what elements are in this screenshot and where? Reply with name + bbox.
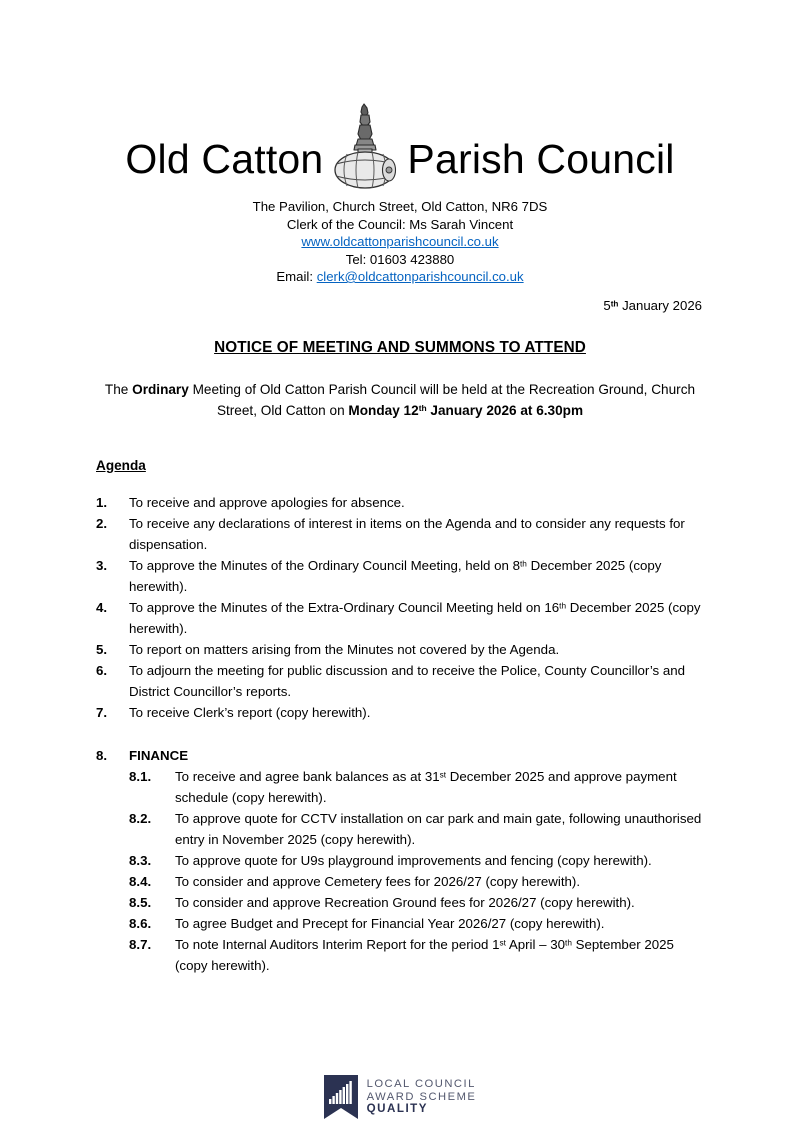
date-ordinal: th <box>610 298 619 308</box>
agenda-item-8-6 <box>129 913 704 934</box>
agenda-item-number: 4. <box>96 599 108 615</box>
agenda-item-text-cont: December 2025 (copy herewith). <box>129 557 662 594</box>
badge-line-3: QUALITY <box>366 1102 428 1116</box>
agenda-item-number: 3. <box>96 557 108 573</box>
agenda-item-number: 7. <box>96 704 108 720</box>
sub-item-ordinal: st <box>499 937 506 947</box>
badge-text <box>367 1078 477 1116</box>
finance-sub-list <box>129 766 704 976</box>
agenda-item-number: 5. <box>96 641 108 657</box>
agenda-item-text-cont: December 2025 (copy herewith). <box>129 599 701 636</box>
agenda-item-number: 8. <box>96 747 108 763</box>
sub-item-text-cont: December 2025 and approve payment schedule (copy herewith). <box>175 768 677 805</box>
sub-item-text: To receive and agree bank balances as at 31 <box>175 768 440 784</box>
agenda-heading: Agenda <box>96 457 146 473</box>
sub-item-text-cont: September 2025 (copy herewith). <box>175 936 674 973</box>
date-rest: January 2026 <box>618 297 702 313</box>
agenda-spacer <box>96 723 704 745</box>
sub-item-ordinal-2: th <box>565 937 572 947</box>
agenda-item-1 <box>96 492 704 513</box>
agenda-item-5 <box>96 639 704 660</box>
meeting-text-1: The <box>104 381 133 397</box>
email-link[interactable]: clerk@oldcattonparishcouncil.co.uk <box>316 269 524 284</box>
agenda-item-text: To receive and approve apologies for absence. <box>129 494 405 510</box>
sub-item-text: To agree Budget and Precept for Financial Year 2026/27 (copy herewith). <box>175 915 605 931</box>
meeting-datetime-ordinal: th <box>418 402 427 413</box>
sub-item-text: To approve quote for U9s playground improvements and fencing (copy herewith). <box>175 852 652 868</box>
agenda-item-8-3 <box>129 850 704 871</box>
agenda-item-8-finance <box>96 745 704 976</box>
agenda-item-ordinal: th <box>559 600 567 610</box>
notice-heading: NOTICE OF MEETING AND SUMMONS TO ATTEND <box>214 338 586 356</box>
organisation-title <box>96 96 704 188</box>
agenda-item-8-1 <box>129 766 704 808</box>
sub-item-number: 8.4. <box>129 873 152 889</box>
date-day: 5 <box>603 297 611 313</box>
agenda-item-text: To receive Clerk’s report (copy herewith). <box>129 704 371 720</box>
masthead <box>96 0 704 286</box>
email-label: Email: <box>276 269 314 284</box>
sub-item-number: 8.3. <box>129 852 152 868</box>
meeting-datetime-b: January 2026 at 6.30pm <box>426 402 584 418</box>
address-line: The Pavilion, Church Street, Old Catton, NR6 7DS <box>252 199 548 214</box>
meeting-type: Ordinary <box>132 381 189 397</box>
telephone-line: Tel: 01603 423880 <box>345 251 455 267</box>
finance-heading: FINANCE <box>129 747 189 763</box>
agenda-item-number: 6. <box>96 662 108 678</box>
document-date <box>96 298 704 313</box>
agenda-item-text: To receive any declarations of interest in items on the Agenda and to consider any requests for dispensation. <box>129 515 685 552</box>
agenda-item-6 <box>96 660 704 702</box>
sub-item-text: To note Internal Auditors Interim Report for the period 1 <box>175 936 500 952</box>
sub-item-ordinal: st <box>439 769 447 779</box>
sub-item-text: To consider and approve Recreation Ground fees for 2026/27 (copy herewith). <box>175 894 635 910</box>
meeting-text-2: Meeting of Old Catton Parish Council will be held at the Recreation Ground, Church Street, Old Catton on <box>188 381 696 418</box>
agenda-item-text: To approve the Minutes of the Ordinary Council Meeting, held on 8 <box>129 557 521 573</box>
clerk-line: Clerk of the Council: Ms Sarah Vincent <box>286 216 514 232</box>
agenda-list <box>96 492 704 976</box>
agenda-item-8-2 <box>129 808 704 850</box>
agenda-item-text: To approve the Minutes of the Extra-Ordinary Council Meeting held on 16 <box>129 599 560 615</box>
footer <box>0 1075 800 1119</box>
agenda-item-8-5 <box>129 892 704 913</box>
badge-line-1: LOCAL COUNCIL <box>366 1078 476 1091</box>
sub-item-number: 8.7. <box>129 936 152 952</box>
sub-item-number: 8.1. <box>129 768 152 784</box>
agenda-item-7 <box>96 702 704 723</box>
agenda-item-8-4 <box>129 871 704 892</box>
website-link[interactable]: www.oldcattonparishcouncil.co.uk <box>301 234 499 249</box>
badge-line-2: AWARD SCHEME <box>366 1090 477 1103</box>
agenda-item-ordinal: th <box>520 558 527 568</box>
agenda-item-4 <box>96 597 704 639</box>
local-council-award-scheme-flag-icon <box>324 1075 358 1119</box>
sub-item-text: To approve quote for CCTV installation on car park and main gate, following unauthorised entry in November 2025 (copy herewith). <box>175 810 702 847</box>
agenda-item-8-7 <box>129 934 704 976</box>
agenda-item-text: To adjourn the meeting for public discussion and to receive the Police, County Councillor’s and District Councillor’s reports. <box>129 662 686 699</box>
title-right: Parish Council <box>407 136 675 182</box>
agenda-item-text: To report on matters arising from the Minutes not covered by the Agenda. <box>129 641 560 657</box>
meeting-datetime-a: Monday 12 <box>348 402 419 418</box>
sub-item-number: 8.2. <box>129 810 152 826</box>
sub-item-number: 8.5. <box>129 894 152 910</box>
title-left: Old Catton <box>125 136 324 182</box>
local-council-award-scheme-badge <box>324 1075 477 1119</box>
agenda-item-2 <box>96 513 704 555</box>
cat-on-barrel-crest-icon <box>327 98 403 190</box>
agenda-item-number: 1. <box>96 494 108 510</box>
contact-block <box>96 198 704 286</box>
sub-item-text: To consider and approve Cemetery fees for 2026/27 (copy herewith). <box>175 873 581 889</box>
meeting-paragraph <box>96 379 704 421</box>
agenda-item-number: 2. <box>96 515 108 531</box>
sub-item-number: 8.6. <box>129 915 152 931</box>
agenda-item-3 <box>96 555 704 597</box>
sub-item-text-mid: April – 30 <box>505 936 566 952</box>
